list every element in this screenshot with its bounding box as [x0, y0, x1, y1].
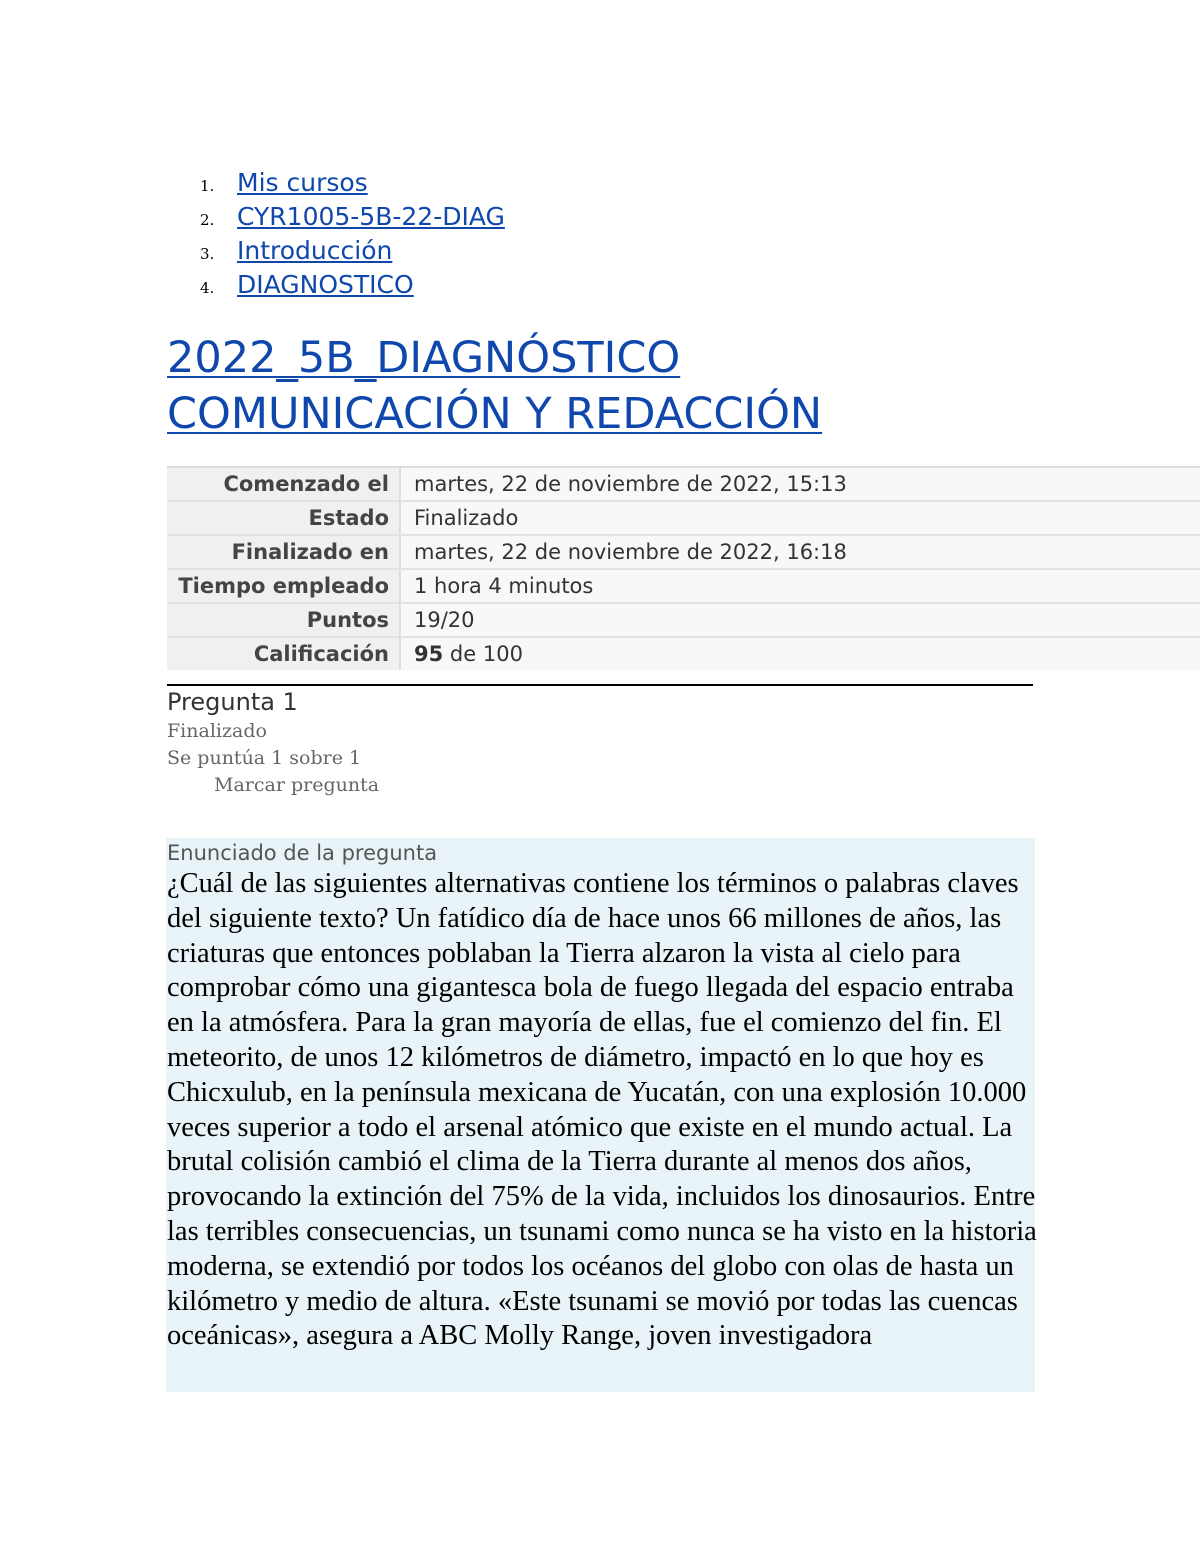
summary-value: 1 hora 4 minutos — [400, 569, 1200, 603]
flag-question-button[interactable]: Marcar pregunta — [214, 774, 380, 796]
breadcrumb-item — [200, 166, 505, 200]
grade-suffix: de 100 — [449, 642, 523, 666]
breadcrumb-link-section[interactable]: Introducción — [237, 236, 393, 265]
breadcrumb-number: 3. — [200, 245, 215, 263]
summary-label: Estado — [167, 501, 400, 535]
breadcrumb-item — [200, 234, 505, 268]
summary-row-grade — [167, 637, 1200, 670]
question-statement-heading: Enunciado de la pregunta — [167, 841, 438, 865]
summary-label: Tiempo empleado — [167, 569, 400, 603]
summary-label: Comenzado el — [167, 467, 400, 501]
page-title[interactable] — [167, 330, 1167, 442]
page-title-line-1[interactable]: 2022_5B_DIAGNÓSTICO — [167, 333, 681, 383]
summary-value — [400, 637, 1200, 670]
question-statement-text: ¿Cuál de las siguientes alternativas contiene los términos o palabras claves del siguiente texto? Un fatídico día de hace unos 66 millones de años, las criaturas que entonces poblaban la Tierra alzaron la vista al cielo para comprobar cómo una gigantesca bola de fuego llegada del espacio entraba en la atmósfera. Para la gran mayoría de ellas, fue el comienzo del fin. El meteorito, de unos 12 kilómetros de diámetro, impactó en lo que hoy es Chicxulub, en la península mexicana de Yucatán, con una explosión 10.000 veces superior a todo el arsenal atómico que existe en el mundo actual. La brutal colisión cambió el clima de la Tierra durante al menos dos años, provocando la extinción del 75% de la vida, incluidos los dinosaurios. Entre las terribles consecuencias, un tsunami como nunca se ha visto en la historia moderna, se extendió por todos los océanos del globo con olas de hasta un kilómetro y medio de altura. «Este tsunami se movió por todas las cuencas oceánicas», asegura a ABC Molly Range, joven investigadora — [167, 868, 1037, 1352]
summary-value: 19/20 — [400, 603, 1200, 637]
breadcrumb-link-course[interactable]: CYR1005-5B-22-DIAG — [237, 202, 505, 231]
summary-label: Puntos — [167, 603, 400, 637]
breadcrumb-link-quiz[interactable]: DIAGNOSTICO — [237, 270, 414, 299]
breadcrumb-item — [200, 268, 505, 302]
breadcrumb-number: 2. — [200, 211, 215, 229]
breadcrumb-item — [200, 200, 505, 234]
summary-row-time-taken — [167, 569, 1200, 603]
summary-value: martes, 22 de noviembre de 2022, 16:18 — [400, 535, 1200, 569]
grade-score: 95 — [414, 642, 444, 666]
breadcrumb-number: 1. — [200, 177, 215, 195]
summary-row-points — [167, 603, 1200, 637]
question-grade: Se puntúa 1 sobre 1 — [167, 747, 362, 769]
summary-value: martes, 22 de noviembre de 2022, 15:13 — [400, 467, 1200, 501]
page-title-line-2[interactable]: COMUNICACIÓN Y REDACCIÓN — [167, 389, 823, 439]
attempt-summary-table — [167, 466, 1200, 670]
breadcrumb-number: 4. — [200, 279, 215, 297]
question-title: Pregunta 1 — [167, 688, 298, 716]
summary-value: Finalizado — [400, 501, 1200, 535]
breadcrumb-link-mis-cursos[interactable]: Mis cursos — [237, 168, 368, 197]
breadcrumb — [200, 166, 505, 302]
summary-row-finished — [167, 535, 1200, 569]
summary-label: Finalizado en — [167, 535, 400, 569]
summary-row-started — [167, 467, 1200, 501]
question-state: Finalizado — [167, 720, 267, 742]
summary-label: Calificación — [167, 637, 400, 670]
summary-row-state — [167, 501, 1200, 535]
